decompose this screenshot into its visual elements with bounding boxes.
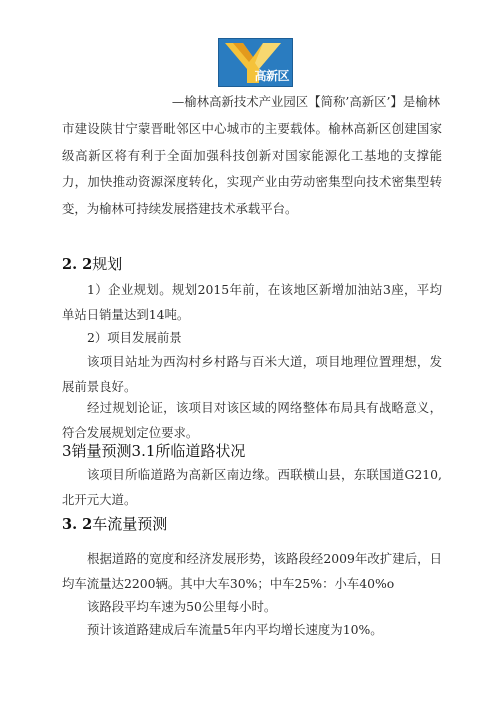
traffic-volume-paragraph: 根据道路的宽度和经济发展形势，该路段经2009年改扩建后，日均车流量达2200辆。其中大车30%；中车25%：小车40%o [62,551,442,591]
project-prospect-item: 2）项目发展前景 [87,330,182,345]
gaoxinqu-logo [218,38,293,87]
section-number: 2. 2 [62,256,93,273]
growth-forecast-paragraph: 预计该道路建成后车流量5年内平均增长速度为10%。 [87,622,383,637]
logo-text: 高新区 [254,69,289,83]
enterprise-plan-item: 1）企业规划。规划2015年前，在该地区新增加油站3座，平均单站日销量达到14吨。 [62,282,442,322]
site-location-paragraph: 该项目站址为西沟村乡村路与百米大道，项目地理位置理想，发展前景良好。 [62,354,442,394]
section-title: 车流量预测 [92,515,168,533]
adjacent-road-paragraph: 该项目所临道路为高新区南边缘。西联横山县，东联国道G210,北开元大道。 [62,467,442,507]
average-speed-paragraph: 该路段平均车速为50公里每小时。 [87,599,277,614]
section-2-2-heading [62,254,122,275]
intro-first-line: —榆林高新技术产业园区【简称’高新区’】是榆林 [171,94,440,109]
section-title: 规划 [92,255,123,273]
section-3-heading: 3销量预测3.1所临道路状况 [62,442,246,460]
section-number: 3. 2 [62,516,93,533]
section-3-2-heading [62,514,167,535]
intro-paragraph: 市建设陕甘宁蒙晋毗邻区中心城市的主要载体。榆林高新区创建国家级高新区将有利于全面加强科技创新对国家能源化工基地的支撑能力，加快推动资源深度转化，实现产业由劳动密集型向技术密集型转变，为榆林可持续发展搭建技术承载平台。 [62,121,442,216]
planning-demonstration-paragraph: 经过规划论证，该项目对该区域的网络整体布局具有战略意义，符合发展规划定位要求。 [62,400,442,440]
